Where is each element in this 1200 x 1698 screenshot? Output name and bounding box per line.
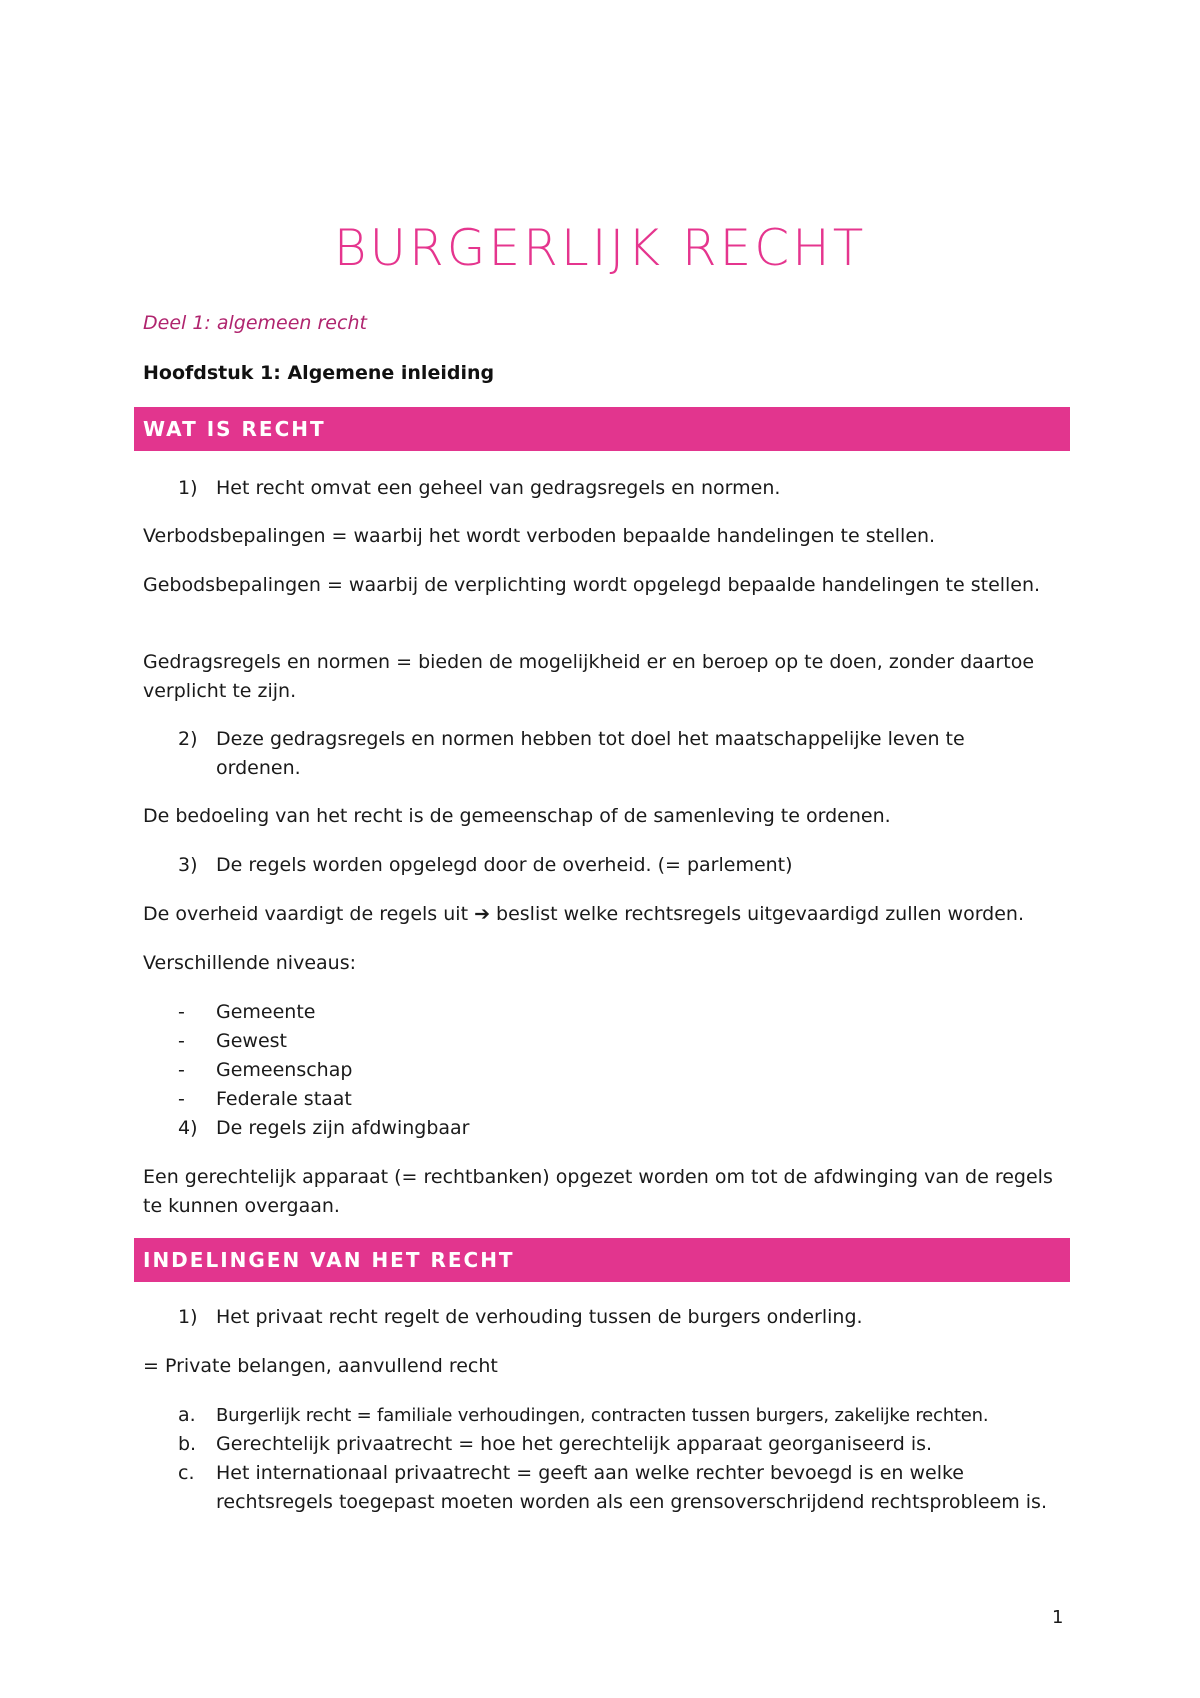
page-number: 1 (1052, 1607, 1064, 1628)
document-title: BURGERLIJK RECHT (333, 219, 867, 277)
bullet-marker: - (178, 1088, 185, 1110)
list-item: De regels zijn afdwingbaar (216, 1117, 470, 1139)
list-marker: 1) (178, 1306, 198, 1328)
list-marker: c. (178, 1462, 195, 1484)
list-marker: b. (178, 1433, 197, 1455)
paragraph: Gebodsbepalingen = waarbij de verplichting wordt opgelegd bepaalde handelingen te stellen. (143, 574, 1041, 596)
list-item: Federale staat (216, 1088, 352, 1110)
paragraph-text: De overheid vaardigt de regels uit (143, 903, 469, 925)
list-marker: a. (178, 1404, 196, 1426)
list-item: Gemeenschap (216, 1059, 353, 1081)
section-banner-wat-is-recht: WAT IS RECHT (134, 407, 1070, 451)
part-subtitle: Deel 1: algemeen recht (143, 312, 367, 334)
list-item: Deze gedragsregels en normen hebben tot doel het maatschappelijke leven te ordenen. (216, 728, 965, 779)
list-item: Het recht omvat een geheel van gedragsregels en normen. (216, 477, 781, 499)
list-item: Burgerlijk recht = familiale verhoudingen, contracten tussen burgers, zakelijke rechten. (216, 1405, 989, 1426)
paragraph (143, 900, 1073, 929)
paragraph: = Private belangen, aanvullend recht (143, 1355, 498, 1377)
list-marker: 3) (178, 854, 198, 876)
bullet-marker: - (178, 1030, 185, 1052)
bullet-marker: - (178, 1001, 185, 1023)
paragraph-text: beslist welke rechtsregels uitgevaardigd zullen worden. (496, 903, 1025, 925)
paragraph: Gedragsregels en normen = bieden de mogelijkheid er en beroep op te doen, zonder daartoe verplicht te zijn. (143, 651, 1035, 702)
list-item: Het internationaal privaatrecht = geeft aan welke rechter bevoegd is en welke rechtsregels toegepast moeten worden als een grensoverschrijdend rechtsprobleem is. (216, 1462, 1047, 1513)
paragraph: De bedoeling van het recht is de gemeenschap of de samenleving te ordenen. (143, 805, 891, 827)
paragraph: Verbodsbepalingen = waarbij het wordt verboden bepaalde handelingen te stellen. (143, 525, 936, 547)
list-marker: 1) (178, 477, 198, 499)
paragraph: Verschillende niveaus: (143, 952, 357, 974)
list-marker: 4) (178, 1117, 198, 1139)
list-marker: 2) (178, 728, 198, 750)
section-banner-indelingen: INDELINGEN VAN HET RECHT (134, 1238, 1070, 1282)
arrow-right-icon: ➔ (474, 903, 490, 925)
list-item: Gemeente (216, 1001, 316, 1023)
list-item: Het privaat recht regelt de verhouding tussen de burgers onderling. (216, 1306, 863, 1328)
paragraph: Een gerechtelijk apparaat (= rechtbanken) opgezet worden om tot de afdwinging van de regels te kunnen overgaan. (143, 1166, 1053, 1217)
bullet-marker: - (178, 1059, 185, 1081)
list-item: Gewest (216, 1030, 287, 1052)
chapter-heading: Hoofdstuk 1: Algemene inleiding (143, 362, 495, 384)
list-item: De regels worden opgelegd door de overheid. (= parlement) (216, 854, 793, 876)
list-item: Gerechtelijk privaatrecht = hoe het gerechtelijk apparaat georganiseerd is. (216, 1433, 933, 1455)
